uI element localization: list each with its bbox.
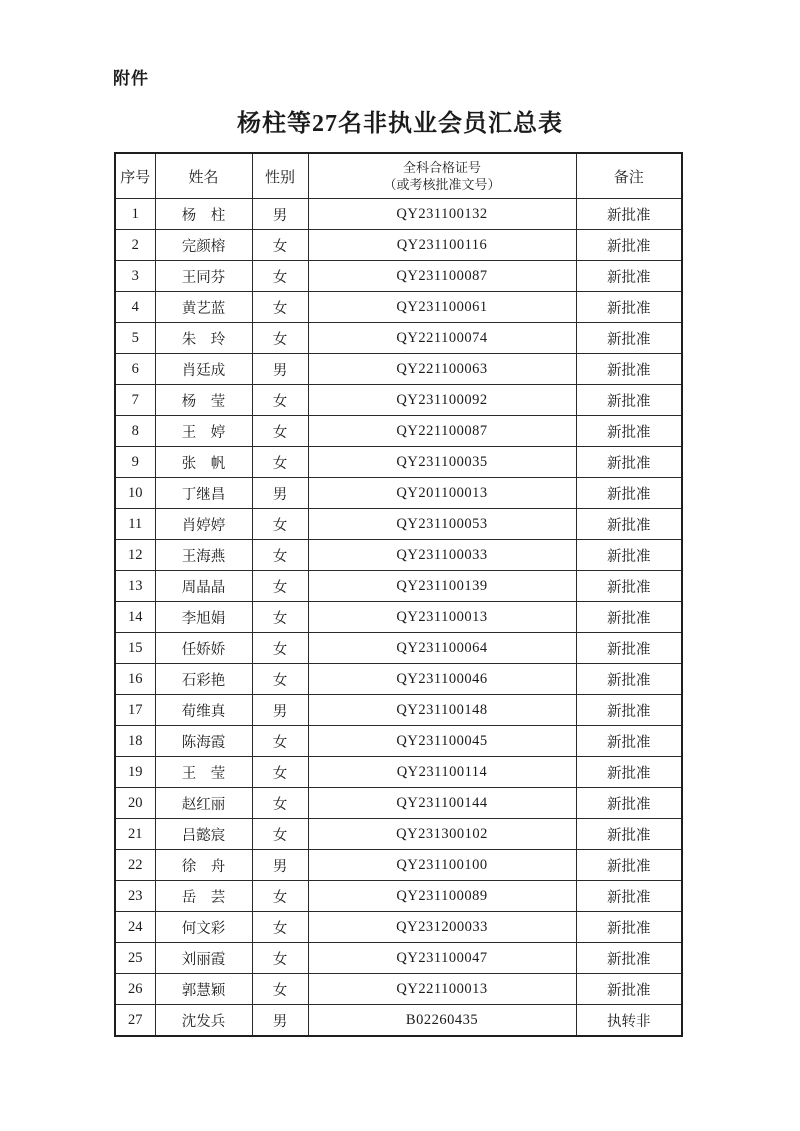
cell-cert: B02260435: [308, 1005, 576, 1037]
cell-cert: QY221100074: [308, 323, 576, 354]
cell-gender: 女: [252, 943, 308, 974]
table-row: [115, 819, 682, 850]
cell-cert: QY231100089: [308, 881, 576, 912]
cell-gender: 女: [252, 819, 308, 850]
cell-index: 22: [115, 850, 155, 881]
cell-gender: 男: [252, 478, 308, 509]
cell-gender: 女: [252, 540, 308, 571]
cell-gender: 女: [252, 416, 308, 447]
cell-remark: 新批准: [576, 509, 682, 540]
cell-remark: 新批准: [576, 881, 682, 912]
cell-name: 丁继昌: [155, 478, 252, 509]
table-row: [115, 230, 682, 261]
cell-gender: 女: [252, 385, 308, 416]
cell-gender: 男: [252, 695, 308, 726]
cell-name: 岳 芸: [155, 881, 252, 912]
cell-name: 肖婷婷: [155, 509, 252, 540]
header-cert-line1: 全科合格证号: [402, 160, 481, 175]
cell-cert: QY231100100: [308, 850, 576, 881]
cell-index: 18: [115, 726, 155, 757]
table-row: [115, 354, 682, 385]
cell-index: 1: [115, 199, 155, 230]
cell-cert: QY231100046: [308, 664, 576, 695]
cell-remark: 新批准: [576, 757, 682, 788]
cell-cert: QY221100063: [308, 354, 576, 385]
cell-remark: 新批准: [576, 819, 682, 850]
cell-index: 15: [115, 633, 155, 664]
table-header: [115, 153, 682, 199]
cell-gender: 女: [252, 881, 308, 912]
table-row: [115, 633, 682, 664]
cell-remark: 新批准: [576, 571, 682, 602]
cell-cert: QY231100013: [308, 602, 576, 633]
table-row: [115, 974, 682, 1005]
cell-remark: 新批准: [576, 664, 682, 695]
members-table: [114, 152, 683, 1037]
cell-name: 李旭娟: [155, 602, 252, 633]
cell-cert: QY231200033: [308, 912, 576, 943]
cell-remark: 新批准: [576, 478, 682, 509]
cell-gender: 女: [252, 509, 308, 540]
cell-name: 朱 玲: [155, 323, 252, 354]
cell-gender: 女: [252, 230, 308, 261]
cell-remark: 新批准: [576, 385, 682, 416]
header-name: 姓名: [155, 153, 252, 199]
header-cert: [308, 153, 576, 199]
header-remark: 备注: [576, 153, 682, 199]
table-row: [115, 602, 682, 633]
cell-remark: 执转非: [576, 1005, 682, 1037]
cell-index: 20: [115, 788, 155, 819]
cell-index: 23: [115, 881, 155, 912]
cell-cert: QY231100087: [308, 261, 576, 292]
cell-index: 10: [115, 478, 155, 509]
cell-name: 陈海霞: [155, 726, 252, 757]
cell-cert: QY231100033: [308, 540, 576, 571]
cell-gender: 女: [252, 664, 308, 695]
cell-name: 刘丽霞: [155, 943, 252, 974]
cell-remark: 新批准: [576, 726, 682, 757]
cell-remark: 新批准: [576, 447, 682, 478]
cell-remark: 新批准: [576, 788, 682, 819]
cell-cert: QY231300102: [308, 819, 576, 850]
cell-name: 王 婷: [155, 416, 252, 447]
table-row: [115, 664, 682, 695]
cell-name: 杨 柱: [155, 199, 252, 230]
cell-name: 肖廷成: [155, 354, 252, 385]
cell-name: 完颜榕: [155, 230, 252, 261]
cell-cert: QY221100013: [308, 974, 576, 1005]
cell-index: 6: [115, 354, 155, 385]
cell-cert: QY231100061: [308, 292, 576, 323]
table-row: [115, 571, 682, 602]
cell-name: 任娇娇: [155, 633, 252, 664]
cell-cert: QY231100092: [308, 385, 576, 416]
header-row: [115, 153, 682, 199]
cell-name: 吕懿宸: [155, 819, 252, 850]
cell-index: 3: [115, 261, 155, 292]
table-row: [115, 540, 682, 571]
cell-cert: QY231100139: [308, 571, 576, 602]
cell-remark: 新批准: [576, 540, 682, 571]
cell-name: 王同芬: [155, 261, 252, 292]
cell-gender: 女: [252, 447, 308, 478]
attachment-label: 附件: [113, 69, 149, 88]
cell-index: 26: [115, 974, 155, 1005]
cell-name: 张 帆: [155, 447, 252, 478]
cell-name: 王 莹: [155, 757, 252, 788]
header-cert-line2: （或考核批准文号）: [383, 177, 501, 192]
cell-index: 24: [115, 912, 155, 943]
table-row: [115, 943, 682, 974]
cell-index: 17: [115, 695, 155, 726]
cell-index: 2: [115, 230, 155, 261]
cell-remark: 新批准: [576, 354, 682, 385]
cell-gender: 女: [252, 726, 308, 757]
cell-name: 王海燕: [155, 540, 252, 571]
cell-cert: QY231100053: [308, 509, 576, 540]
cell-gender: 女: [252, 912, 308, 943]
cell-name: 周晶晶: [155, 571, 252, 602]
cell-gender: 女: [252, 261, 308, 292]
cell-cert: QY231100132: [308, 199, 576, 230]
table-row: [115, 416, 682, 447]
cell-name: 石彩艳: [155, 664, 252, 695]
cell-index: 21: [115, 819, 155, 850]
cell-index: 11: [115, 509, 155, 540]
cell-remark: 新批准: [576, 602, 682, 633]
cell-name: 杨 莹: [155, 385, 252, 416]
table-row: [115, 261, 682, 292]
cell-gender: 女: [252, 602, 308, 633]
cell-cert: QY231100114: [308, 757, 576, 788]
cell-index: 5: [115, 323, 155, 354]
table-row: [115, 447, 682, 478]
cell-index: 27: [115, 1005, 155, 1037]
cell-index: 12: [115, 540, 155, 571]
cell-remark: 新批准: [576, 974, 682, 1005]
cell-remark: 新批准: [576, 912, 682, 943]
cell-cert: QY201100013: [308, 478, 576, 509]
cell-gender: 女: [252, 323, 308, 354]
cell-name: 何文彩: [155, 912, 252, 943]
cell-index: 7: [115, 385, 155, 416]
table-row: [115, 199, 682, 230]
cell-gender: 女: [252, 633, 308, 664]
cell-gender: 男: [252, 199, 308, 230]
table-row: [115, 478, 682, 509]
table-row: [115, 850, 682, 881]
cell-name: 赵红丽: [155, 788, 252, 819]
table-row: [115, 509, 682, 540]
cell-remark: 新批准: [576, 261, 682, 292]
cell-gender: 女: [252, 788, 308, 819]
table-row: [115, 385, 682, 416]
cell-index: 19: [115, 757, 155, 788]
cell-gender: 男: [252, 850, 308, 881]
cell-gender: 男: [252, 1005, 308, 1037]
table-row: [115, 726, 682, 757]
table-row: [115, 1005, 682, 1037]
cell-remark: 新批准: [576, 695, 682, 726]
cell-cert: QY231100148: [308, 695, 576, 726]
table-row: [115, 788, 682, 819]
cell-gender: 女: [252, 974, 308, 1005]
cell-remark: 新批准: [576, 230, 682, 261]
cell-name: 黄艺蓝: [155, 292, 252, 323]
cell-cert: QY231100045: [308, 726, 576, 757]
cell-index: 9: [115, 447, 155, 478]
table-row: [115, 912, 682, 943]
cell-remark: 新批准: [576, 850, 682, 881]
cell-cert: QY221100087: [308, 416, 576, 447]
cell-remark: 新批准: [576, 199, 682, 230]
cell-name: 徐 舟: [155, 850, 252, 881]
cell-gender: 女: [252, 571, 308, 602]
cell-index: 4: [115, 292, 155, 323]
cell-cert: QY231100047: [308, 943, 576, 974]
table-body: [115, 199, 682, 1037]
table-row: [115, 323, 682, 354]
cell-name: 郭慧颖: [155, 974, 252, 1005]
cell-gender: 女: [252, 757, 308, 788]
table-row: [115, 292, 682, 323]
cell-index: 8: [115, 416, 155, 447]
cell-gender: 男: [252, 354, 308, 385]
header-gender: 性别: [252, 153, 308, 199]
cell-index: 14: [115, 602, 155, 633]
cell-index: 16: [115, 664, 155, 695]
cell-cert: QY231100064: [308, 633, 576, 664]
cell-index: 25: [115, 943, 155, 974]
cell-name: 沈发兵: [155, 1005, 252, 1037]
cell-cert: QY231100116: [308, 230, 576, 261]
table-row: [115, 757, 682, 788]
cell-gender: 女: [252, 292, 308, 323]
table-row: [115, 881, 682, 912]
cell-remark: 新批准: [576, 633, 682, 664]
cell-cert: QY231100144: [308, 788, 576, 819]
cell-remark: 新批准: [576, 292, 682, 323]
cell-remark: 新批准: [576, 323, 682, 354]
header-index: 序号: [115, 153, 155, 199]
cell-name: 荀维真: [155, 695, 252, 726]
cell-remark: 新批准: [576, 943, 682, 974]
cell-remark: 新批准: [576, 416, 682, 447]
page-title: 杨柱等27名非执业会员汇总表: [237, 111, 563, 137]
cell-index: 13: [115, 571, 155, 602]
cell-cert: QY231100035: [308, 447, 576, 478]
table-row: [115, 695, 682, 726]
